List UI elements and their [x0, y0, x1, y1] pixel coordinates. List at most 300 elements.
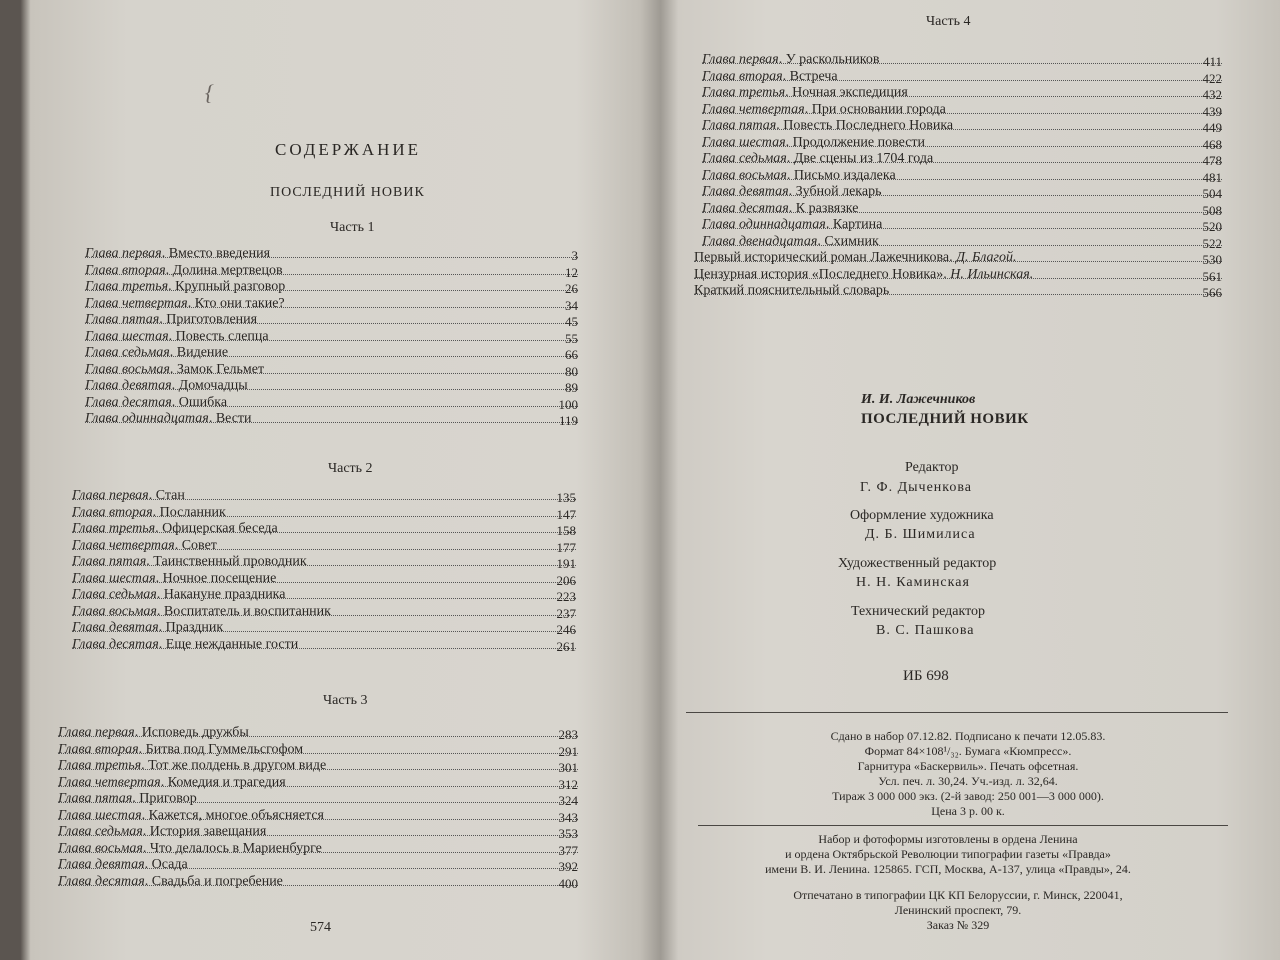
- chapter-title: [72, 587, 289, 603]
- chapter-text: [85, 296, 288, 311]
- chapter-name: . Совет: [174, 537, 217, 553]
- imprint-book-title: ПОСЛЕДНИЙ НОВИК: [861, 411, 1029, 427]
- credit-role-1: Редактор: [905, 460, 959, 475]
- toc-part-1: [85, 246, 578, 428]
- chapter-title: [72, 620, 226, 636]
- chapter-text: [702, 85, 911, 100]
- chapter-number: Глава седьмая: [58, 824, 143, 839]
- toc-row: [702, 102, 1222, 119]
- page-ref: 522: [1202, 235, 1222, 251]
- part-1-title: Часть 1: [330, 220, 375, 235]
- chapter-text: [702, 168, 899, 183]
- toc-row: [85, 395, 578, 412]
- chapter-number: Глава третья: [72, 521, 156, 536]
- imprint-line: Отпечатано в типографии ЦК КП Белоруссии, г. Минск, 220041,: [793, 888, 1123, 902]
- toc-row: [85, 246, 578, 263]
- chapter-text: [85, 411, 255, 426]
- chapter-title: [85, 395, 230, 411]
- chapter-number: Глава седьмая: [702, 151, 787, 166]
- toc-row: [702, 168, 1222, 185]
- credit-role-3: Художественный редактор: [838, 556, 997, 571]
- chapter-title: [72, 571, 279, 587]
- chapter-name: . Ночная экспедиция: [785, 85, 908, 100]
- chapter-name: . Свадьба и погребение: [144, 873, 283, 889]
- chapter-name: . Офицерская беседа: [155, 521, 278, 536]
- chapter-name: . Накануне праздника: [156, 587, 286, 602]
- chapter-text: [58, 725, 252, 740]
- page-ref: 353: [558, 826, 578, 841]
- page-ref: 45: [565, 314, 578, 329]
- toc-row: [58, 791, 578, 808]
- imprint-line: имени В. И. Ленина. 125865. ГСП, Москва, А-137, улица «Правды», 24.: [765, 862, 1131, 876]
- chapter-title: [58, 857, 191, 873]
- imprint-line: Усл. печ. л. 30,24. Уч.-изд. л. 32,64.: [878, 774, 1058, 788]
- toc-row: [72, 620, 576, 637]
- chapter-title: [58, 775, 289, 791]
- author-name: И. И. Лажечников: [861, 392, 976, 407]
- chapter-text: [58, 791, 200, 806]
- chapter-number: Глава первая: [72, 488, 149, 503]
- page-ref: 377: [558, 842, 578, 858]
- chapter-text: [72, 521, 281, 536]
- chapter-number: Глава восьмая: [702, 167, 787, 183]
- chapter-text: [702, 118, 956, 133]
- chapter-name: . Приговор: [132, 791, 197, 806]
- page-ref: 449: [1202, 120, 1222, 135]
- chapter-text: [85, 378, 251, 393]
- chapter-name: . Картина: [825, 217, 883, 232]
- chapter-number: Глава четвертая: [72, 537, 175, 553]
- chapter-text: [85, 329, 272, 344]
- chapter-text: [702, 234, 882, 249]
- toc-row: [72, 505, 576, 522]
- imprint-line: Заказ № 329: [926, 918, 990, 932]
- chapter-number: Глава шестая: [85, 328, 169, 344]
- chapter-title: [85, 296, 288, 312]
- book-title: ПОСЛЕДНИЙ НОВИК: [270, 185, 425, 200]
- chapter-text: [85, 362, 267, 377]
- chapter-title: [58, 808, 327, 824]
- extra-author: Д. Благой.: [956, 250, 1017, 265]
- page-ref: 411: [1202, 54, 1222, 69]
- imprint-block-3: [708, 888, 1208, 933]
- chapter-name: . Повесть Последнего Новика: [776, 118, 954, 133]
- imprint-line: Набор и фотоформы изготовлены в ордена Ленина: [818, 832, 1078, 846]
- page-ref: 119: [558, 413, 578, 428]
- chapter-number: Глава шестая: [58, 807, 142, 823]
- imprint-block-2: [688, 832, 1208, 877]
- chapter-text: [72, 620, 226, 635]
- chapter-name: . Кажется, многое объясняется: [141, 807, 324, 823]
- chapter-number: Глава одиннадцатая: [85, 411, 209, 426]
- credit-name-3: Н. Н. Каминская: [856, 575, 970, 590]
- chapter-number: Глава вторая: [58, 741, 139, 757]
- chapter-text: [58, 874, 286, 889]
- chapter-name: . Посланник: [152, 504, 226, 520]
- chapter-number: Глава четвертая: [85, 295, 188, 311]
- chapter-number: Глава десятая: [58, 873, 145, 889]
- chapter-name: . Домочадцы: [171, 378, 248, 393]
- chapter-title: [702, 69, 841, 85]
- toc-row: [72, 587, 576, 604]
- chapter-text: [58, 841, 325, 856]
- chapter-title: [72, 604, 334, 620]
- chapter-text: [85, 263, 286, 278]
- page-ref: 439: [1202, 103, 1222, 119]
- chapter-title: [85, 345, 231, 361]
- toc-row: [702, 69, 1222, 86]
- toc-row: [72, 554, 576, 571]
- chapter-name: . Кто они такие?: [187, 295, 285, 311]
- extra-title: Краткий пояснительный словарь: [694, 283, 890, 298]
- page-ref: 80: [565, 363, 578, 379]
- chapter-number: Глава седьмая: [72, 587, 157, 602]
- credit-role-2: Оформление художника: [850, 508, 994, 523]
- chapter-title: [72, 488, 188, 504]
- toc-row: [72, 604, 576, 621]
- page-ref: 432: [1202, 87, 1222, 102]
- credit-name-1: Г. Ф. Дыченкова: [860, 480, 973, 495]
- chapter-title: [85, 329, 272, 345]
- chapter-number: Глава пятая: [58, 791, 133, 806]
- page-ref: 89: [565, 380, 578, 395]
- chapter-text: [58, 808, 327, 823]
- page-ref: 520: [1202, 219, 1222, 234]
- chapter-title: [85, 246, 273, 262]
- chapter-number: Глава первая: [58, 725, 135, 740]
- chapter-text: [58, 824, 269, 839]
- chapter-name: . Воспитатель и воспитанник: [156, 603, 331, 619]
- page-ref: 504: [1202, 186, 1222, 201]
- toc-extras: [694, 250, 1222, 300]
- chapter-text: [85, 395, 230, 410]
- chapter-number: Глава девятая: [85, 378, 172, 393]
- page-ref: 468: [1202, 136, 1222, 152]
- right-page: [668, 0, 1280, 960]
- chapter-name: . Видение: [169, 345, 229, 360]
- chapter-title: [702, 234, 882, 250]
- chapter-text: [702, 201, 861, 216]
- page-ref: 566: [1202, 285, 1222, 300]
- chapter-title: [85, 378, 251, 394]
- divider-1: [686, 712, 1228, 713]
- chapter-title: [694, 283, 892, 299]
- chapter-title: [58, 758, 329, 774]
- page-ref: 26: [565, 281, 578, 296]
- chapter-name: . Схимник: [817, 233, 879, 249]
- chapter-name: . Что делалось в Мариенбурге: [142, 840, 322, 856]
- imprint-line: Формат 84×108¹/₃₂. Бумага «Кюмпресс».: [864, 744, 1072, 758]
- toc-row: [58, 758, 578, 775]
- toc-row: [702, 151, 1222, 168]
- toc-title: СОДЕРЖАНИЕ: [275, 140, 422, 159]
- chapter-name: . Еще нежданные гости: [158, 636, 299, 652]
- page-ref: 392: [558, 859, 578, 874]
- chapter-title: [58, 824, 269, 840]
- chapter-title: [72, 637, 301, 653]
- page-ref: 508: [1202, 202, 1222, 218]
- chapter-name: . Ошибка: [171, 394, 228, 410]
- chapter-title: [58, 841, 325, 857]
- toc-row: [58, 742, 578, 759]
- toc-row: [694, 250, 1222, 267]
- chapter-title: [702, 151, 936, 167]
- chapter-name: . Встреча: [782, 68, 838, 84]
- chapter-text: [702, 151, 936, 166]
- toc-row: [85, 263, 578, 280]
- toc-row: [58, 808, 578, 825]
- imprint-line: и ордена Октябрьской Революции типографии газеты «Правда»: [785, 847, 1111, 861]
- chapter-title: [85, 312, 260, 328]
- chapter-number: Глава десятая: [702, 200, 789, 216]
- toc-row: [702, 234, 1222, 251]
- chapter-text: [694, 250, 1020, 265]
- ib-number: ИБ 698: [903, 668, 949, 684]
- chapter-number: Глава третья: [58, 758, 142, 773]
- part-3-title: Часть 3: [323, 693, 368, 708]
- chapter-number: Глава шестая: [702, 134, 786, 150]
- chapter-name: . Вместо введения: [161, 246, 271, 261]
- page-number: 574: [310, 920, 331, 935]
- toc-row: [58, 824, 578, 841]
- part-4-title: Часть 4: [926, 14, 971, 29]
- chapter-name: . Осада: [144, 857, 188, 872]
- toc-part-4: [702, 52, 1222, 250]
- toc-row: [702, 184, 1222, 201]
- page-ref: 12: [565, 264, 578, 280]
- chapter-title: [58, 742, 306, 758]
- chapter-name: . Исповедь дружбы: [134, 725, 249, 740]
- chapter-title: [702, 217, 885, 233]
- chapter-title: [58, 725, 252, 741]
- chapter-number: Глава девятая: [702, 184, 789, 199]
- page-ref: 147: [556, 506, 576, 522]
- extra-title: Цензурная история «Последнего Новика».: [694, 266, 951, 282]
- page-ref: 191: [556, 556, 576, 571]
- chapter-text: [702, 69, 841, 84]
- chapter-number: Глава двенадцатая: [702, 233, 818, 249]
- chapter-title: [85, 263, 286, 279]
- chapter-name: . Ночное посещение: [155, 570, 277, 586]
- chapter-text: [702, 135, 928, 150]
- chapter-title: [72, 505, 229, 521]
- toc-row: [85, 329, 578, 346]
- imprint-line: Цена 3 р. 00 к.: [931, 804, 1005, 818]
- chapter-text: [85, 279, 288, 294]
- chapter-number: Глава первая: [85, 246, 162, 261]
- chapter-text: [58, 758, 329, 773]
- chapter-name: . Приготовления: [159, 312, 258, 327]
- imprint-line: Тираж 3 000 000 экз. (2-й завод: 250 001—3 000 000).: [832, 789, 1104, 803]
- chapter-title: [702, 102, 949, 118]
- toc-row: [58, 775, 578, 792]
- page-ref: 400: [558, 875, 578, 891]
- chapter-title: [694, 250, 1020, 266]
- chapter-number: Глава пятая: [702, 118, 777, 133]
- page-ref: 561: [1202, 268, 1222, 284]
- chapter-number: Глава пятая: [72, 554, 147, 569]
- toc-part-2: [72, 488, 576, 653]
- chapter-title: [72, 554, 310, 570]
- chapter-name: . У раскольников: [778, 52, 880, 67]
- page-ref: 301: [558, 760, 578, 775]
- chapter-title: [85, 411, 255, 427]
- chapter-text: [72, 538, 220, 553]
- page-ref: 291: [558, 743, 578, 759]
- toc-row: [85, 411, 578, 428]
- page-ref: 478: [1202, 153, 1222, 168]
- chapter-number: Глава шестая: [72, 570, 156, 586]
- page-ref: 422: [1202, 70, 1222, 86]
- chapter-title: [85, 362, 267, 378]
- chapter-title: [702, 118, 956, 134]
- chapter-number: Глава десятая: [85, 394, 172, 410]
- chapter-number: Глава седьмая: [85, 345, 170, 360]
- chapter-number: Глава четвертая: [702, 101, 805, 117]
- chapter-text: [72, 604, 334, 619]
- chapter-name: . Зубной лекарь: [788, 184, 882, 199]
- page-ref: 246: [556, 622, 576, 637]
- chapter-number: Глава восьмая: [58, 840, 143, 856]
- page-ref: 530: [1202, 252, 1222, 267]
- chapter-name: . Стан: [148, 488, 185, 503]
- chapter-title: [72, 521, 281, 537]
- chapter-title: [702, 52, 883, 68]
- chapter-text: [72, 505, 229, 520]
- chapter-title: [702, 135, 928, 151]
- page-ref: 206: [556, 572, 576, 588]
- page-ref: 283: [558, 727, 578, 742]
- chapter-name: . Повесть слепца: [168, 328, 269, 344]
- chapter-title: [72, 538, 220, 554]
- chapter-title: [702, 85, 911, 101]
- chapter-name: . Тот же полдень в другом виде: [141, 758, 327, 773]
- chapter-name: . Продолжение повести: [785, 134, 926, 150]
- chapter-text: [85, 246, 273, 261]
- chapter-number: Глава первая: [702, 52, 779, 67]
- chapter-name: . При основании города: [804, 101, 946, 117]
- toc-row: [72, 637, 576, 654]
- chapter-number: Глава восьмая: [85, 361, 170, 377]
- chapter-text: [694, 283, 892, 298]
- page-ref: 3: [571, 248, 578, 263]
- part-2-title: Часть 2: [328, 461, 373, 476]
- toc-row: [72, 571, 576, 588]
- chapter-name: . История завещания: [142, 824, 267, 839]
- imprint-block-1: [748, 729, 1188, 819]
- chapter-number: Глава вторая: [702, 68, 783, 84]
- toc-row: [72, 538, 576, 555]
- page-ref: 34: [565, 297, 578, 313]
- toc-row: [85, 312, 578, 329]
- chapter-text: [72, 488, 188, 503]
- toc-row: [58, 725, 578, 742]
- chapter-name: . Праздник: [158, 620, 224, 635]
- toc-row: [72, 488, 576, 505]
- chapter-name: . Две сцены из 1704 года: [786, 151, 934, 166]
- toc-row: [58, 874, 578, 891]
- page-ref: 158: [556, 523, 576, 538]
- chapter-number: Глава десятая: [72, 636, 159, 652]
- page-ref: 237: [556, 605, 576, 621]
- chapter-number: Глава вторая: [85, 262, 166, 278]
- chapter-number: Глава девятая: [58, 857, 145, 872]
- toc-row: [85, 296, 578, 313]
- chapter-text: [702, 184, 884, 199]
- chapter-name: . К развязке: [788, 200, 859, 216]
- toc-row: [58, 841, 578, 858]
- toc-row: [85, 345, 578, 362]
- chapter-text: [58, 742, 306, 757]
- chapter-number: Глава девятая: [72, 620, 159, 635]
- toc-row: [694, 267, 1222, 284]
- chapter-number: Глава одиннадцатая: [702, 217, 826, 232]
- chapter-text: [72, 554, 310, 569]
- divider-2: [698, 825, 1228, 826]
- chapter-text: [85, 312, 260, 327]
- chapter-name: . Вести: [208, 411, 252, 426]
- toc-row: [702, 52, 1222, 69]
- chapter-text: [72, 587, 289, 602]
- toc-row: [85, 362, 578, 379]
- chapter-name: . Долина мертвецов: [165, 262, 283, 278]
- chapter-title: [85, 279, 288, 295]
- toc-row: [702, 118, 1222, 135]
- page-ref: 55: [565, 330, 578, 346]
- chapter-title: [702, 168, 899, 184]
- chapter-title: [694, 267, 1036, 283]
- page-ref: 312: [558, 776, 578, 792]
- chapter-text: [85, 345, 231, 360]
- chapter-text: [72, 637, 301, 652]
- page-ref: 135: [556, 490, 576, 505]
- page-ref: 223: [556, 589, 576, 604]
- chapter-text: [702, 52, 883, 67]
- chapter-name: . Таинственный проводник: [146, 554, 307, 569]
- toc-row: [694, 283, 1222, 300]
- toc-row: [72, 521, 576, 538]
- toc-row: [702, 135, 1222, 152]
- chapter-number: Глава третья: [85, 279, 169, 294]
- chapter-text: [58, 857, 191, 872]
- chapter-text: [72, 571, 279, 586]
- toc-row: [58, 857, 578, 874]
- chapter-text: [702, 217, 885, 232]
- toc-row: [85, 378, 578, 395]
- credit-name-4: В. С. Пашкова: [876, 623, 975, 638]
- chapter-name: . Замок Гельмет: [169, 361, 265, 377]
- chapter-name: . Крупный разговор: [168, 279, 286, 294]
- page-ref: 324: [558, 793, 578, 808]
- toc-row: [702, 85, 1222, 102]
- chapter-title: [58, 874, 286, 890]
- extra-author: Н. Ильинская.: [950, 266, 1034, 282]
- toc-row: [702, 201, 1222, 218]
- imprint-line: Гарнитура «Баскервиль». Печать офсетная.: [857, 759, 1079, 773]
- chapter-title: [702, 184, 884, 200]
- chapter-text: [694, 267, 1036, 282]
- toc-row: [85, 279, 578, 296]
- imprint-line: Сдано в набор 07.12.82. Подписано к печати 12.05.83.: [830, 729, 1106, 743]
- page-ref: 66: [565, 347, 578, 362]
- chapter-name: . Битва под Гуммельсгофом: [138, 741, 304, 757]
- chapter-text: [702, 102, 949, 117]
- credit-name-2: Д. Б. Шимилиса: [865, 527, 976, 542]
- page-ref: 343: [558, 809, 578, 825]
- chapter-name: . Комедия и трагедия: [160, 774, 286, 790]
- imprint-line: Ленинский проспект, 79.: [894, 903, 1022, 917]
- toc-part-3: [58, 725, 578, 890]
